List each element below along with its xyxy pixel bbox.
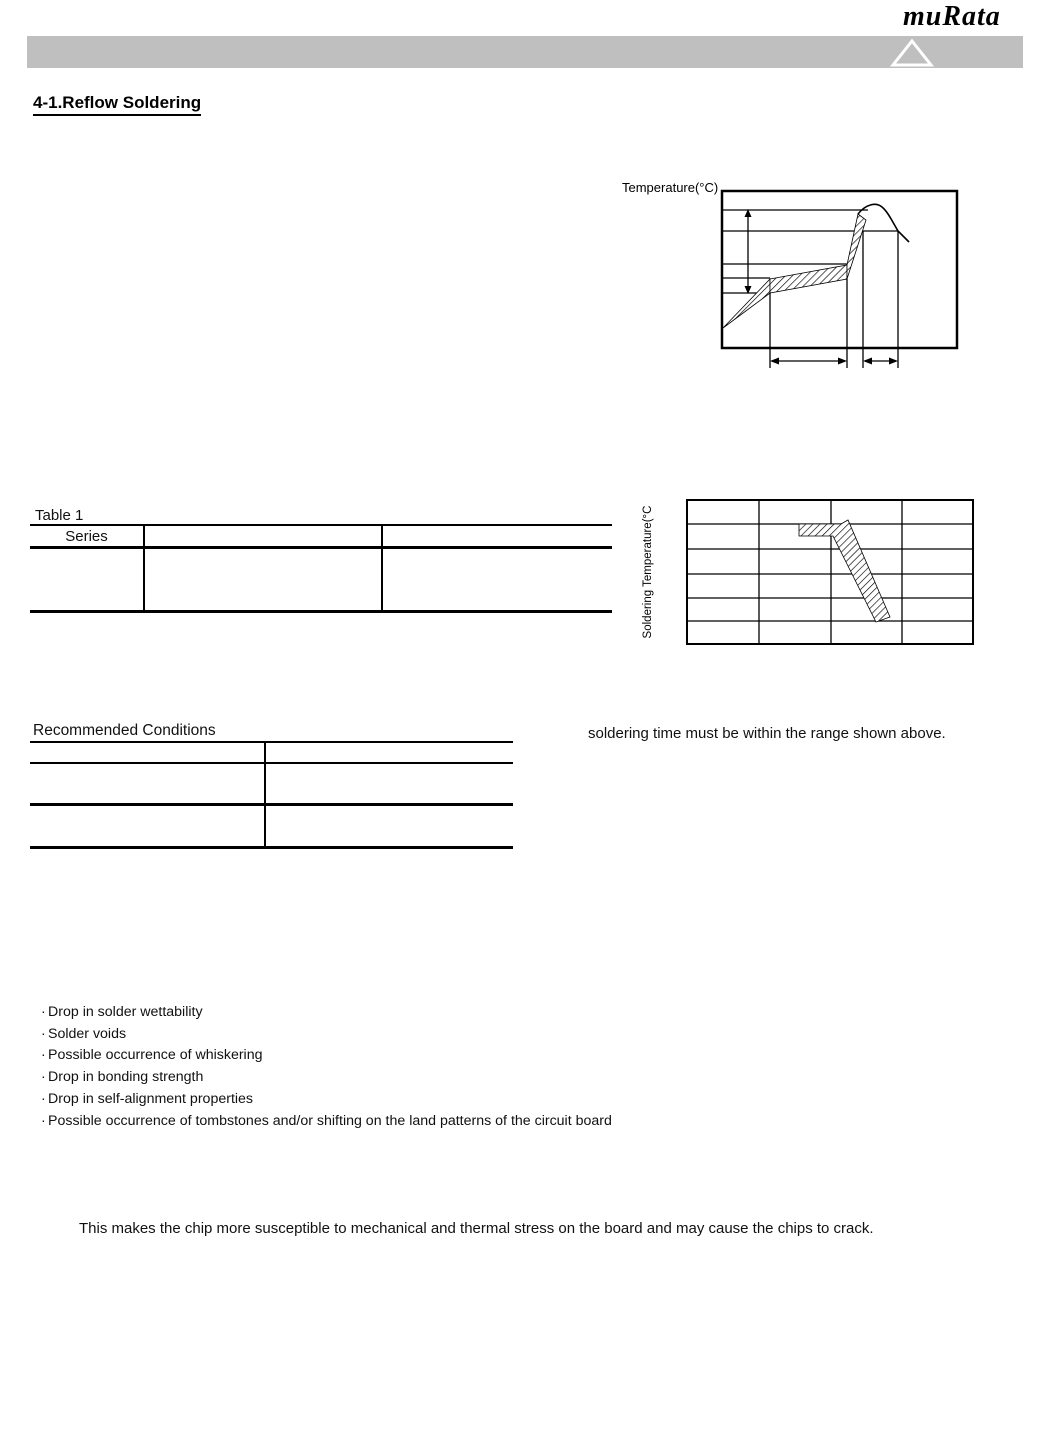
conditions-table-row-border	[30, 762, 513, 764]
table1-column-divider	[143, 524, 145, 613]
bullet-dot: ·	[41, 1112, 46, 1129]
list-item: · Drop in bonding strength	[41, 1067, 612, 1089]
table1-header-separator	[30, 546, 612, 549]
soldering-time-note: soldering time must be within the range shown above.	[588, 725, 946, 742]
bullet-dot: ·	[41, 1025, 46, 1042]
bullet-dot: ·	[41, 1047, 46, 1064]
murata-logo: muRata	[903, 1, 1001, 32]
bullet-dot: ·	[41, 1069, 46, 1086]
title-banner	[27, 36, 1023, 68]
warning-triangle-icon	[890, 38, 934, 68]
chart2-y-axis-label: Soldering Temperature(°C	[642, 505, 654, 639]
chart2-frame	[687, 500, 973, 644]
section-heading: 4-1.Reflow Soldering	[33, 93, 201, 116]
bullet-dot: ·	[41, 1090, 46, 1107]
conditions-table-bottom-border	[30, 846, 513, 849]
conditions-table-column-divider	[264, 741, 266, 849]
list-item: · Possible occurrence of tombstones and/or shifting on the land patterns of the circuit board	[41, 1111, 612, 1133]
caution-bullet-list	[41, 1002, 612, 1132]
table1-series-header: Series	[65, 528, 108, 545]
list-item: · Solder voids	[41, 1024, 612, 1046]
table1-top-border	[30, 524, 612, 526]
chart1-y-axis-label: Temperature(°C)	[622, 180, 719, 195]
conditions-table-top-border	[30, 741, 513, 743]
temperature-range-arrow	[745, 209, 752, 294]
table1-caption: Table 1	[35, 507, 84, 524]
table1-bottom-border	[30, 610, 612, 613]
bullet-dot: ·	[41, 1004, 46, 1020]
crack-warning-note: This makes the chip more susceptible to mechanical and thermal stress on the board and may cause the chips to crack.	[79, 1220, 874, 1237]
table1-column-divider	[381, 524, 383, 613]
soldering-temperature-chart	[628, 492, 990, 654]
recommended-conditions-caption: Recommended Conditions	[33, 722, 216, 739]
list-item: · Drop in self-alignment properties	[41, 1089, 612, 1111]
time-range-arrows	[770, 358, 898, 365]
list-item: · Drop in solder wettability	[41, 1002, 612, 1024]
list-item: · Possible occurrence of whiskering	[41, 1045, 612, 1067]
temperature-limit-hatched-band	[799, 520, 890, 622]
reflow-profile-chart	[608, 174, 1010, 376]
conditions-table-row-border	[30, 803, 513, 806]
